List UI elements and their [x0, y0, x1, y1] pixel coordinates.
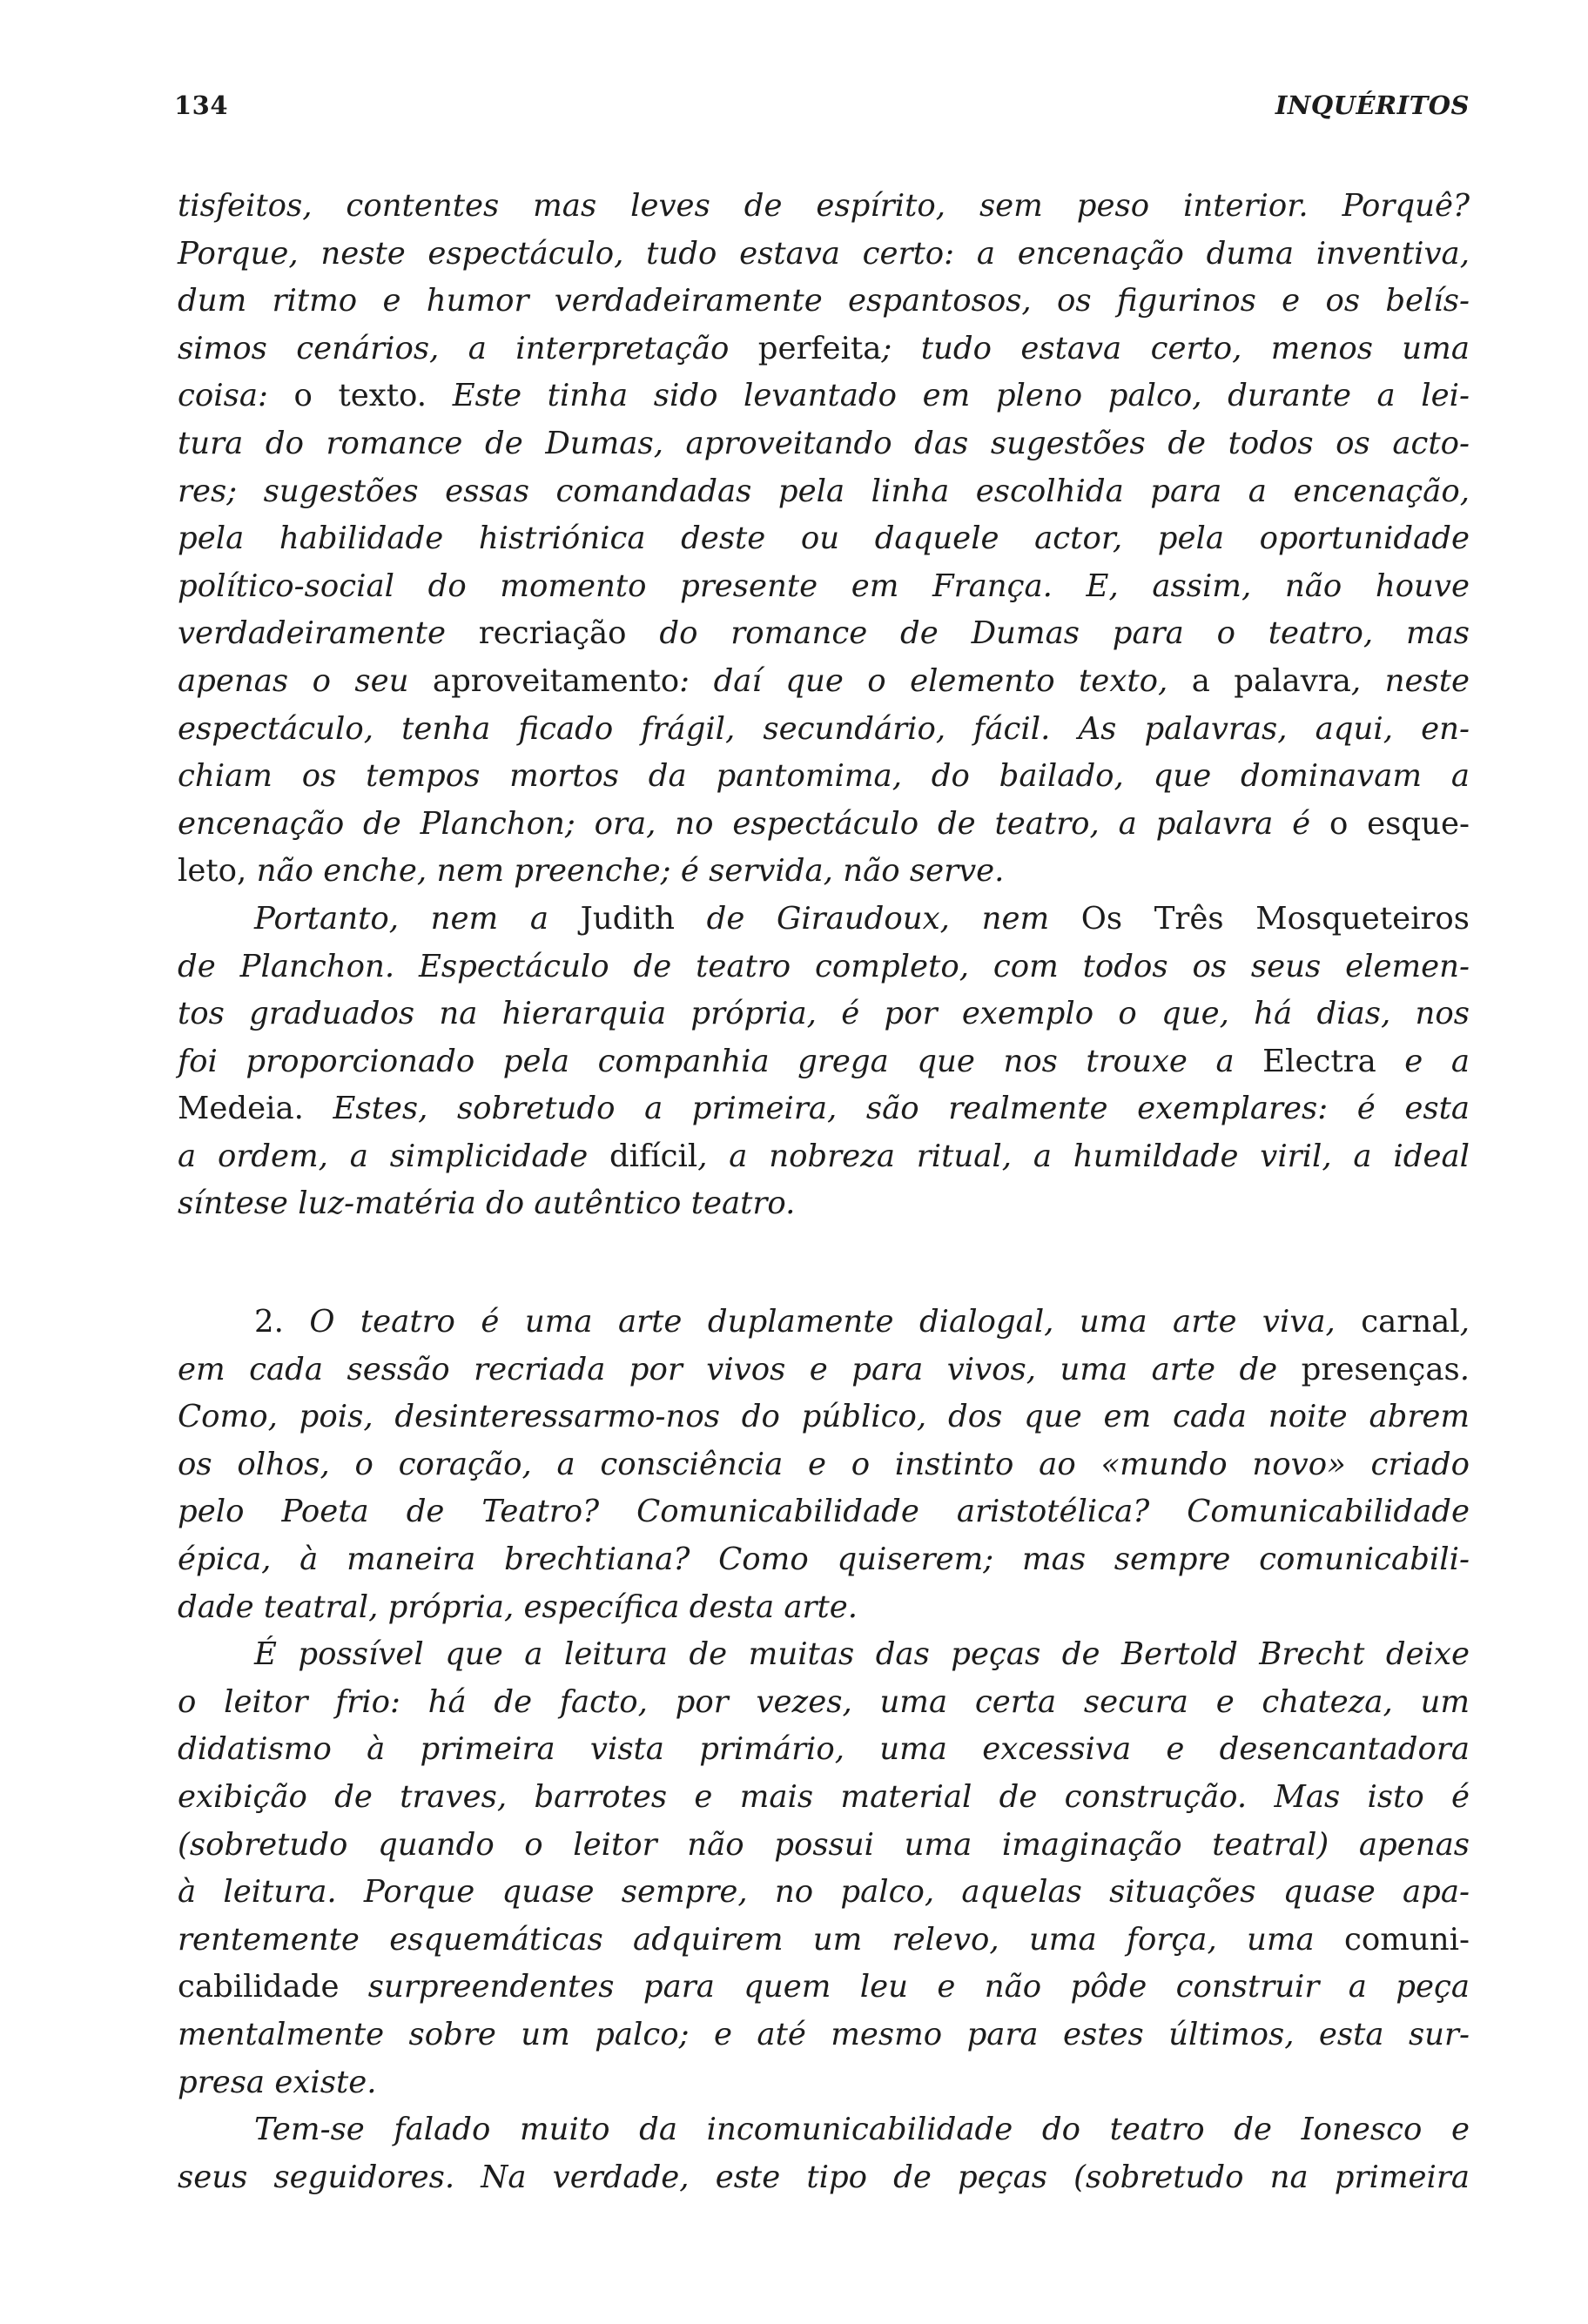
italic-run: chiam os tempos mortos da pantomima, do bailado, que dominavam a — [178, 758, 1470, 795]
roman-run: presenças — [1301, 1351, 1460, 1387]
italic-run: tura do romance de Dumas, aproveitando das sugestões de todos os acto- — [178, 425, 1470, 461]
italic-run: espectáculo, tenha ficado frágil, secundário, fácil. As palavras, aqui, en- — [178, 710, 1470, 747]
text-line — [178, 1774, 1470, 1822]
text-line — [178, 563, 1470, 611]
text-line — [178, 1917, 1470, 1965]
italic-run: político-social do momento presente em França. E, assim, não houve — [178, 568, 1470, 604]
text-line — [178, 515, 1470, 563]
italic-run: dum ritmo e humor verdadeiramente espantosos, os figurinos e os belís- — [178, 283, 1470, 319]
text-line — [178, 1964, 1470, 2012]
italic-run: Este tinha sido levantado em pleno palco, durante a lei- — [452, 378, 1470, 414]
text-line — [178, 991, 1470, 1038]
running-title: INQUÉRITOS — [1275, 91, 1470, 120]
text-line — [178, 2012, 1470, 2059]
italic-run: não enche, nem preenche; é servida, não serve. — [256, 853, 1005, 890]
roman-run: o esque- — [1329, 805, 1470, 842]
text-line — [178, 468, 1470, 516]
text-line — [178, 1584, 1470, 1632]
italic-run: ; tudo estava certo, menos uma — [881, 330, 1470, 366]
italic-run: Tem-se falado muito da incomunicabilidade do teatro de Ionesco e — [254, 2112, 1470, 2148]
text-line — [178, 1822, 1470, 1870]
italic-run: : daí que o elemento texto, — [679, 662, 1192, 699]
italic-run: Porque, neste espectáculo, tudo estava certo: a encenação duma inventiva, — [178, 235, 1470, 272]
italic-run: Estes, sobretudo a primeira, são realmente exemplares: é esta — [333, 1091, 1470, 1127]
italic-run: os olhos, o coração, a consciência e o instinto ao «mundo novo» criado — [178, 1446, 1470, 1482]
italic-run: É possível que a leitura de muitas das peças de Bertold Brecht deixe — [254, 1636, 1470, 1673]
text-line — [178, 326, 1470, 373]
text-line — [178, 896, 1470, 944]
text-line — [178, 1180, 1470, 1228]
italic-run: apenas o seu — [178, 662, 433, 699]
italic-run: res; sugestões essas comandadas pela linha escolhida para a encenação, — [178, 473, 1470, 509]
italic-run: de Giraudoux, nem — [706, 900, 1081, 937]
body-text — [178, 183, 1470, 2201]
italic-run: em cada sessão recriada por vivos e para vivos, uma arte de — [178, 1351, 1302, 1387]
text-line — [178, 1869, 1470, 1917]
text-line — [178, 183, 1470, 231]
text-line — [178, 420, 1470, 468]
text-line — [178, 801, 1470, 849]
text-line — [178, 1394, 1470, 1441]
text-line — [178, 2106, 1470, 2154]
roman-run: comuni- — [1344, 1921, 1470, 1958]
italic-run: tos graduados na hierarquia própria, é por exemplo o que, há dias, nos — [178, 996, 1470, 1032]
italic-run: encenação de Planchon; ora, no espectáculo de teatro, a palavra é — [178, 805, 1329, 842]
italic-run: . — [1459, 1351, 1470, 1387]
italic-run: presa existe. — [178, 2064, 377, 2100]
text-line — [178, 1488, 1470, 1536]
italic-run: surpreendentes para quem leu e não pôde construir a peça — [367, 1969, 1470, 2005]
roman-run: o texto. — [293, 378, 453, 414]
italic-run: pelo Poeta de Teatro? Comunicabilidade aristotélica? Comunicabilidade — [178, 1494, 1470, 1530]
text-line — [178, 944, 1470, 991]
text-line — [178, 231, 1470, 279]
text-line — [178, 1299, 1470, 1347]
text-line — [178, 1038, 1470, 1086]
roman-run: leto, — [178, 853, 257, 890]
text-line — [178, 278, 1470, 326]
italic-run: Portanto, nem a — [254, 900, 581, 937]
text-line — [178, 658, 1470, 706]
italic-run: pela habilidade histriónica deste ou daquele actor, pela oportunidade — [178, 521, 1470, 557]
roman-run: aproveitamento — [432, 662, 680, 699]
italic-run: didatismo à primeira vista primário, uma excessiva e desencantadora — [178, 1731, 1470, 1768]
roman-run: carnal — [1361, 1304, 1460, 1340]
italic-run: O teatro é uma arte duplamente dialogal, uma arte viva, — [309, 1304, 1362, 1340]
text-line — [178, 610, 1470, 658]
roman-run: Medeia. — [178, 1091, 333, 1127]
italic-run: a ordem, a simplicidade — [178, 1138, 610, 1174]
italic-run: exibição de traves, barrotes e mais material de construção. Mas isto é — [178, 1779, 1470, 1815]
roman-run: a palavra — [1191, 662, 1351, 699]
italic-run: à leitura. Porque quase sempre, no palco, aquelas situações quase apa- — [178, 1874, 1470, 1911]
italic-run: simos cenários, a interpretação — [178, 330, 758, 366]
text-line — [178, 1631, 1470, 1679]
italic-run: (sobretudo quando o leitor não possui uma imaginação teatral) apenas — [178, 1826, 1470, 1863]
text-line — [178, 1536, 1470, 1584]
italic-run: seus seguidores. Na verdade, este tipo de peças (sobretudo na primeira — [178, 2159, 1470, 2195]
roman-run: Judith — [580, 900, 707, 937]
text-line — [178, 706, 1470, 754]
roman-run: cabilidade — [178, 1969, 368, 2005]
italic-run: tisfeitos, contentes mas leves de espírito, sem peso interior. Porquê? — [178, 188, 1470, 224]
section-gap — [178, 1228, 1470, 1299]
italic-run: de Planchon. Espectáculo de teatro completo, com todos os seus elemen- — [178, 948, 1470, 984]
italic-run: coisa: — [178, 378, 294, 414]
italic-run: dade teatral, própria, específica desta arte. — [178, 1589, 858, 1625]
text-line — [178, 1347, 1470, 1394]
italic-run: foi proporcionado pela companhia grega que nos trouxe a — [178, 1043, 1263, 1079]
roman-run: difícil — [609, 1138, 698, 1174]
italic-run: , neste — [1350, 662, 1470, 699]
roman-run: 2. — [254, 1304, 310, 1340]
text-line — [178, 1441, 1470, 1489]
italic-run: verdadeiramente — [178, 615, 479, 652]
text-line — [178, 2059, 1470, 2107]
text-line — [178, 1679, 1470, 1727]
italic-run: Como, pois, desinteressarmo-nos do público, dos que em cada noite abrem — [178, 1399, 1470, 1435]
roman-run: Os Três Mosqueteiros — [1080, 900, 1470, 937]
italic-run: rentemente esquemáticas adquirem um relevo, uma força, uma — [178, 1921, 1344, 1958]
italic-run: mentalmente sobre um palco; e até mesmo para estes últimos, esta sur- — [178, 2016, 1470, 2052]
roman-run: perfeita — [757, 330, 882, 366]
text-line — [178, 2154, 1470, 2202]
italic-run: o leitor frio: há de facto, por vezes, uma certa secura e chateza, um — [178, 1683, 1470, 1720]
text-line — [178, 848, 1470, 896]
italic-run: , a nobreza ritual, a humildade viril, a ideal — [697, 1138, 1470, 1174]
italic-run: e a — [1404, 1043, 1470, 1079]
italic-run: síntese luz-matéria do autêntico teatro. — [178, 1186, 796, 1222]
running-header — [174, 91, 1470, 125]
italic-run: épica, à maneira brechtiana? Como quiserem; mas sempre comunicabili- — [178, 1541, 1470, 1578]
italic-run: do romance de Dumas para o teatro, mas — [659, 615, 1470, 652]
text-line — [178, 1726, 1470, 1774]
text-line — [178, 1085, 1470, 1133]
text-line — [178, 753, 1470, 801]
page-number: 134 — [174, 91, 229, 120]
roman-run: recriação — [478, 615, 660, 652]
text-line — [178, 1133, 1470, 1181]
italic-run: , — [1459, 1304, 1470, 1340]
roman-run: Electra — [1262, 1043, 1405, 1079]
text-line — [178, 373, 1470, 420]
